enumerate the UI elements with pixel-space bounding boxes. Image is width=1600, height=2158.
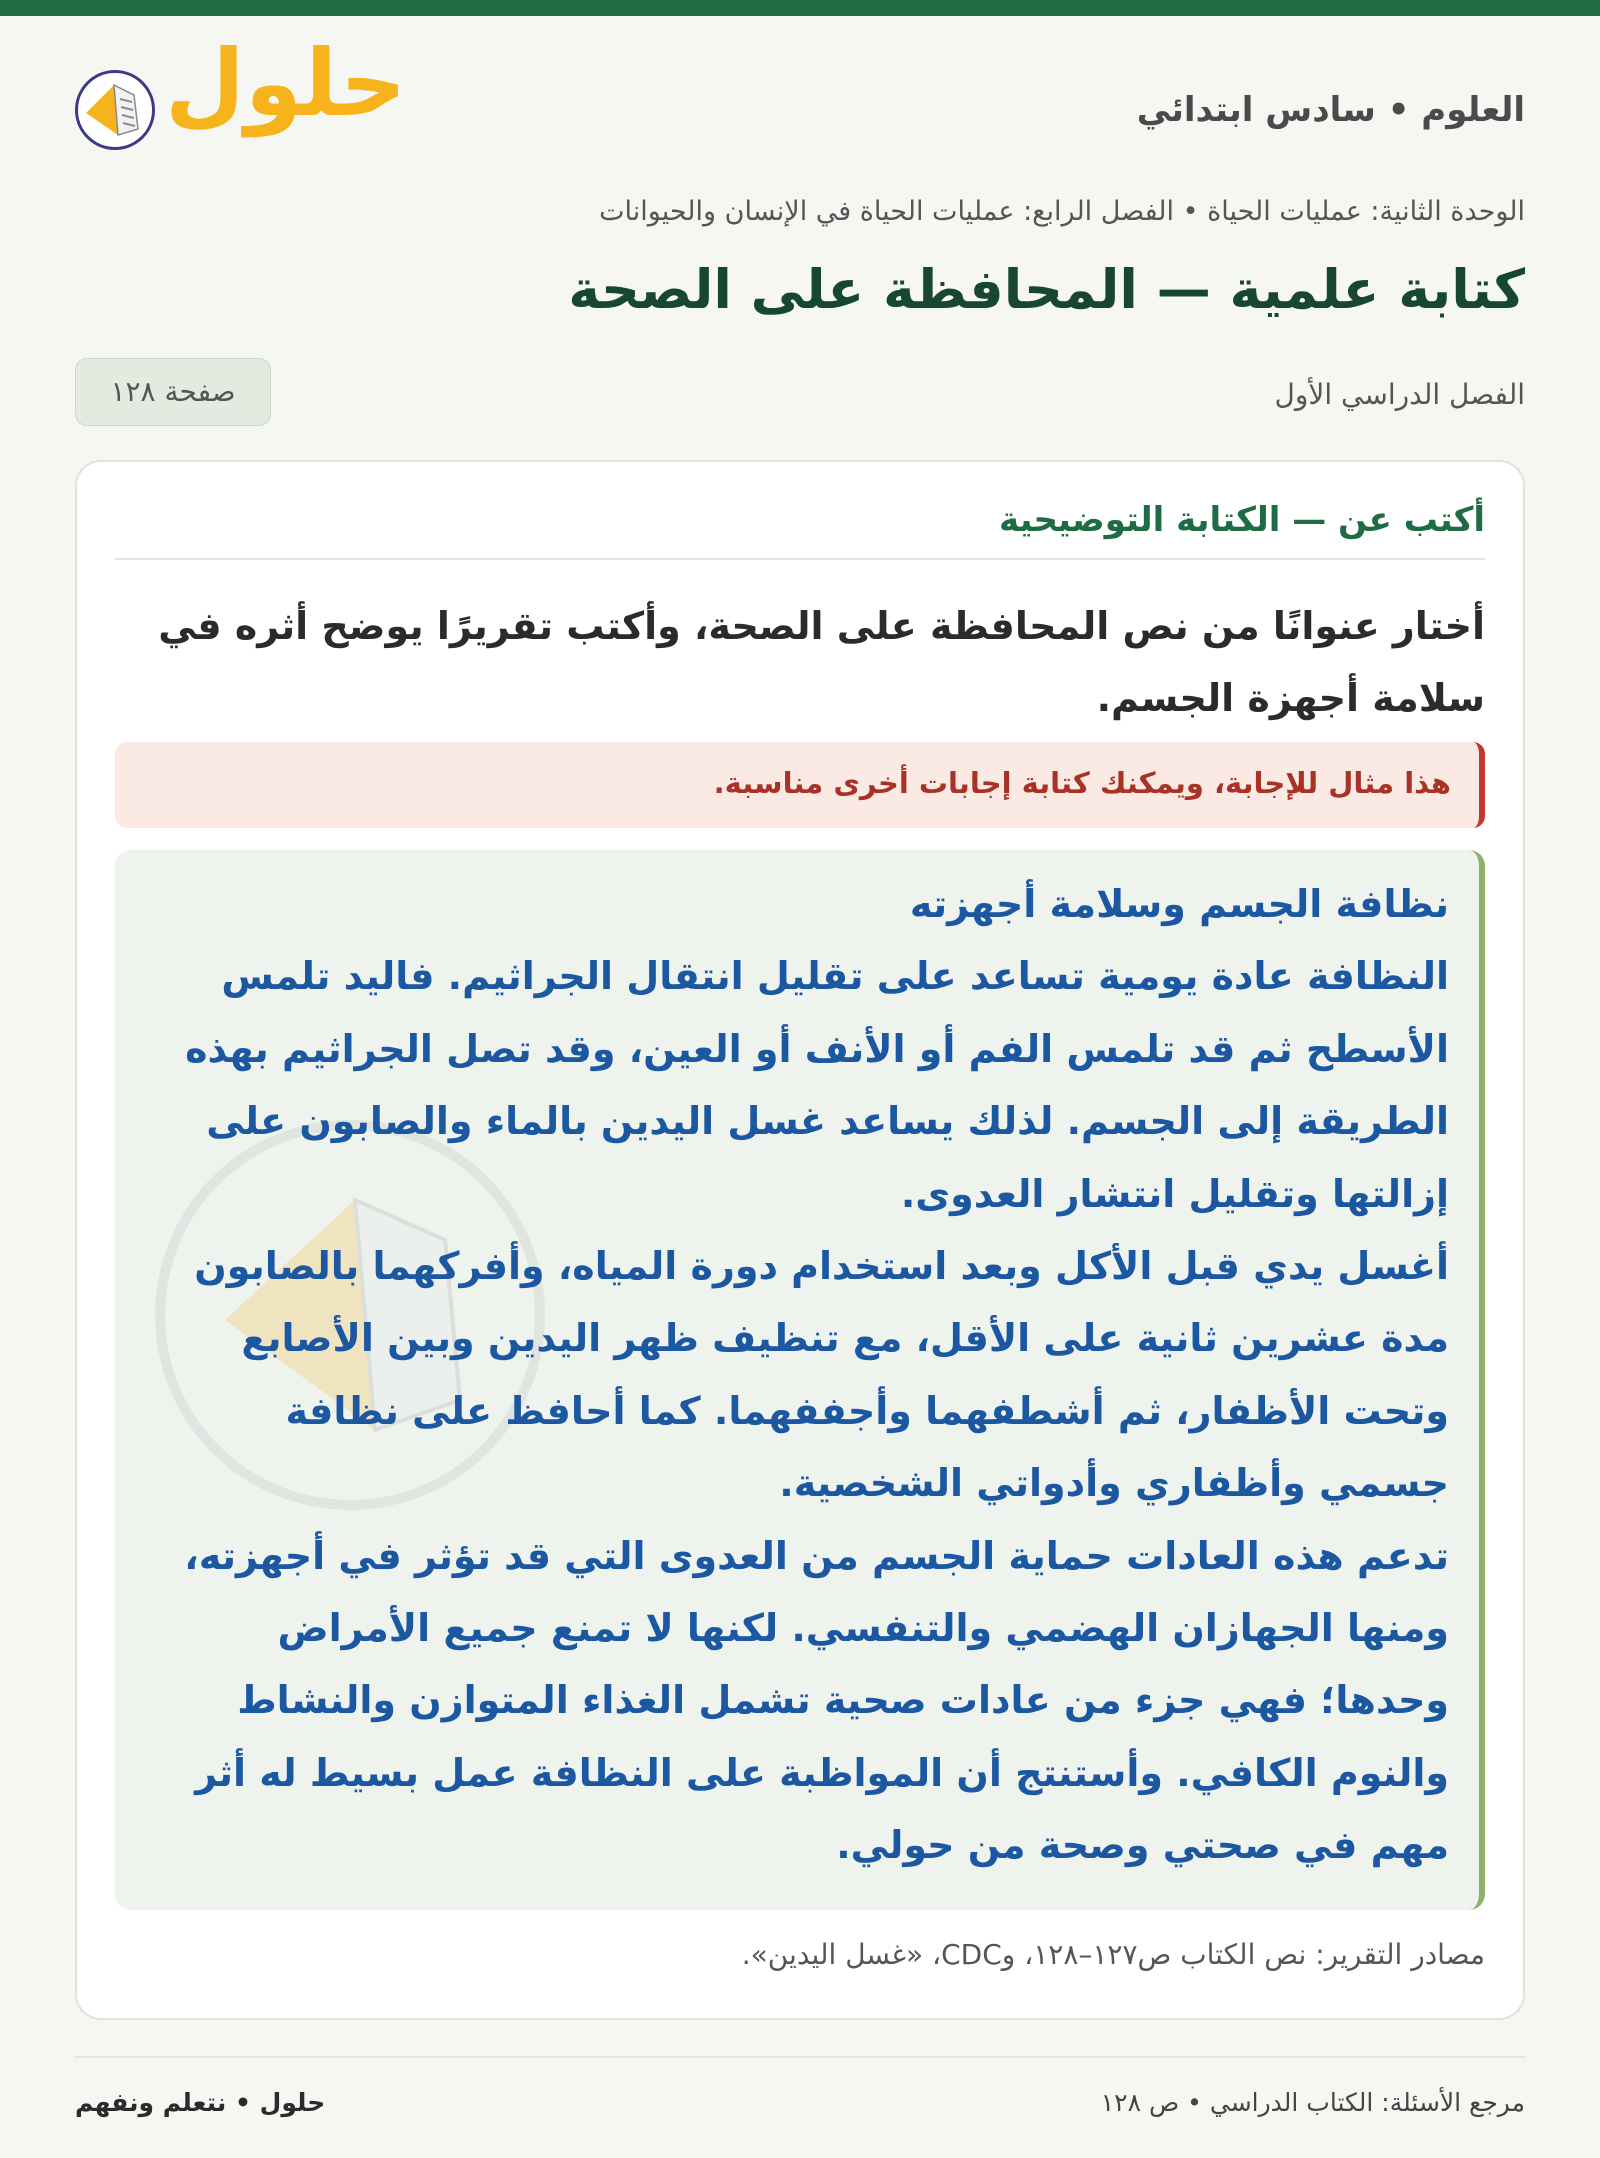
top-accent-bar xyxy=(0,0,1600,16)
footer-divider xyxy=(75,2056,1525,2058)
divider xyxy=(115,558,1485,560)
answer-paragraph: النظافة عادة يومية تساعد على تقليل انتقال الجراثيم. فاليد تلمس الأسطح ثم قد تلمس الفم أو الأنف أو العين، وقد تصل الجراثيم بهذه الطريقة إلى الجسم. لذلك يساعد غسل اليدين بالماء والصابون على إزالتها وتقليل انتشار العدوى. xyxy=(185,954,1449,1216)
card-header: أكتب عن — الكتابة التوضيحية xyxy=(998,500,1485,540)
logo-wordmark: حلول xyxy=(165,30,407,137)
answer-paragraph: تدعم هذه العادات حماية الجسم من العدوى التي قد تؤثر في أجهزته، ومنها الجهازان الهضمي والتنفسي. لكنها لا تمنع جميع الأمراض وحدها؛ فهي جزء من عادات صحية تشمل الغذاء المتوازن والنشاط والنوم الكافي. وأستنتج أن المواظبة على النظافة عمل بسيط له أثر مهم في صحتي وصحة من حولي. xyxy=(184,1533,1449,1868)
breadcrumb: الوحدة الثانية: عمليات الحياة • الفصل الرابع: عمليات الحياة في الإنسان والحيوانات xyxy=(599,196,1525,227)
writing-card xyxy=(75,460,1525,2020)
semester-label: الفصل الدراسي الأول xyxy=(1274,378,1525,411)
page-header xyxy=(75,30,1525,162)
subject-grade: العلوم • سادس ابتدائي xyxy=(1136,90,1525,130)
answer-title: نظافة الجسم وسلامة أجهزته xyxy=(909,882,1449,926)
question-text: أختار عنوانًا من نص المحافظة على الصحة، وأكتب تقريرًا يوضح أثره في سلامة أجهزة الجسم. xyxy=(158,604,1485,720)
page-number-badge: صفحة ١٢٨ xyxy=(75,358,271,426)
answer-text xyxy=(155,868,1449,1882)
sources-citation: مصادر التقرير: نص الكتاب ص١٢٧–١٢٨، وCDC، «غسل اليدين». xyxy=(741,1938,1485,1971)
logo[interactable] xyxy=(75,30,407,162)
page-title: كتابة علمية — المحافظة على الصحة xyxy=(568,258,1525,321)
answer-note-text: هذا مثال للإجابة، ويمكنك كتابة إجابات أخرى مناسبة. xyxy=(713,766,1451,800)
book-emblem-icon xyxy=(75,70,155,150)
footer-reference: مرجع الأسئلة: الكتاب الدراسي • ص ١٢٨ xyxy=(1100,2088,1525,2117)
answer-note xyxy=(115,742,1485,828)
footer-brand: حلول • نتعلم ونفهم xyxy=(75,2088,326,2117)
answer-box xyxy=(115,850,1485,1910)
answer-paragraph: أغسل يدي قبل الأكل وبعد استخدام دورة المياه، وأفركهما بالصابون مدة عشرين ثانية على الأقل، مع تنظيف ظهر اليدين وبين الأصابع وتحت الأظفار، ثم أشطفهما وأجففهما. كما أحافظ على نظافة جسمي وأظفاري وأدواتي الشخصية. xyxy=(194,1244,1449,1506)
